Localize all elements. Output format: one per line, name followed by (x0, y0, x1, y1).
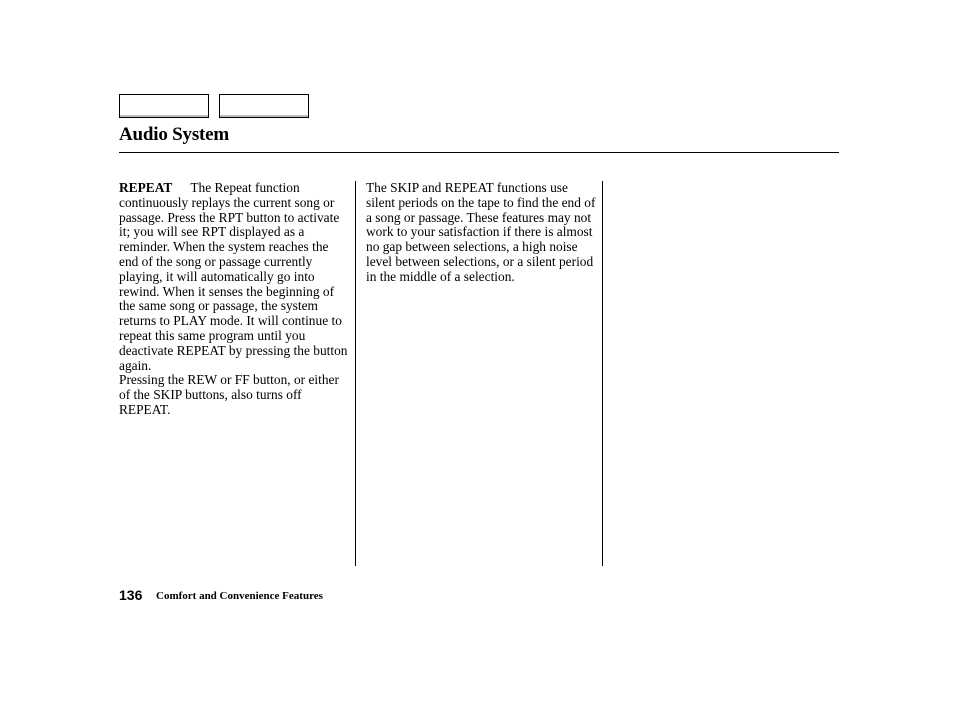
repeat-off-paragraph: Pressing the REW or FF button, or either of the SKIP buttons, also turns off REPEAT. (119, 372, 339, 417)
nav-tab-box-1[interactable] (119, 94, 209, 118)
column-divider-2 (602, 181, 603, 566)
skip-repeat-paragraph: The SKIP and REPEAT functions use silent periods on the tape to find the end of a song or passage. These features may not work to your satisfaction if there is almost no gap between selections, a high noise level between selections, or a silent period in the middle of a selection. (366, 180, 596, 284)
footer-section-name: Comfort and Convenience Features (156, 590, 323, 602)
title-divider (119, 152, 839, 153)
column-divider-1 (355, 181, 356, 566)
text-column-1 (119, 181, 351, 418)
page-number: 136 (119, 587, 143, 603)
page-title: Audio System (119, 124, 230, 145)
repeat-description: The Repeat function continuously replays the current song or passage. Press the RPT button to activate it; you will see RPT displayed as a reminder. When the system reaches the end of the song or passage currently playing, it will automatically go into rewind. When it senses the beginning of the same song or passage, the system returns to PLAY mode. It will continue to repeat this same program until you deactivate REPEAT by pressing the button again. (119, 180, 348, 373)
repeat-term: REPEAT (119, 180, 173, 195)
text-column-2 (366, 181, 598, 285)
nav-tab-box-2[interactable] (219, 94, 309, 118)
repeat-paragraph (119, 181, 351, 373)
